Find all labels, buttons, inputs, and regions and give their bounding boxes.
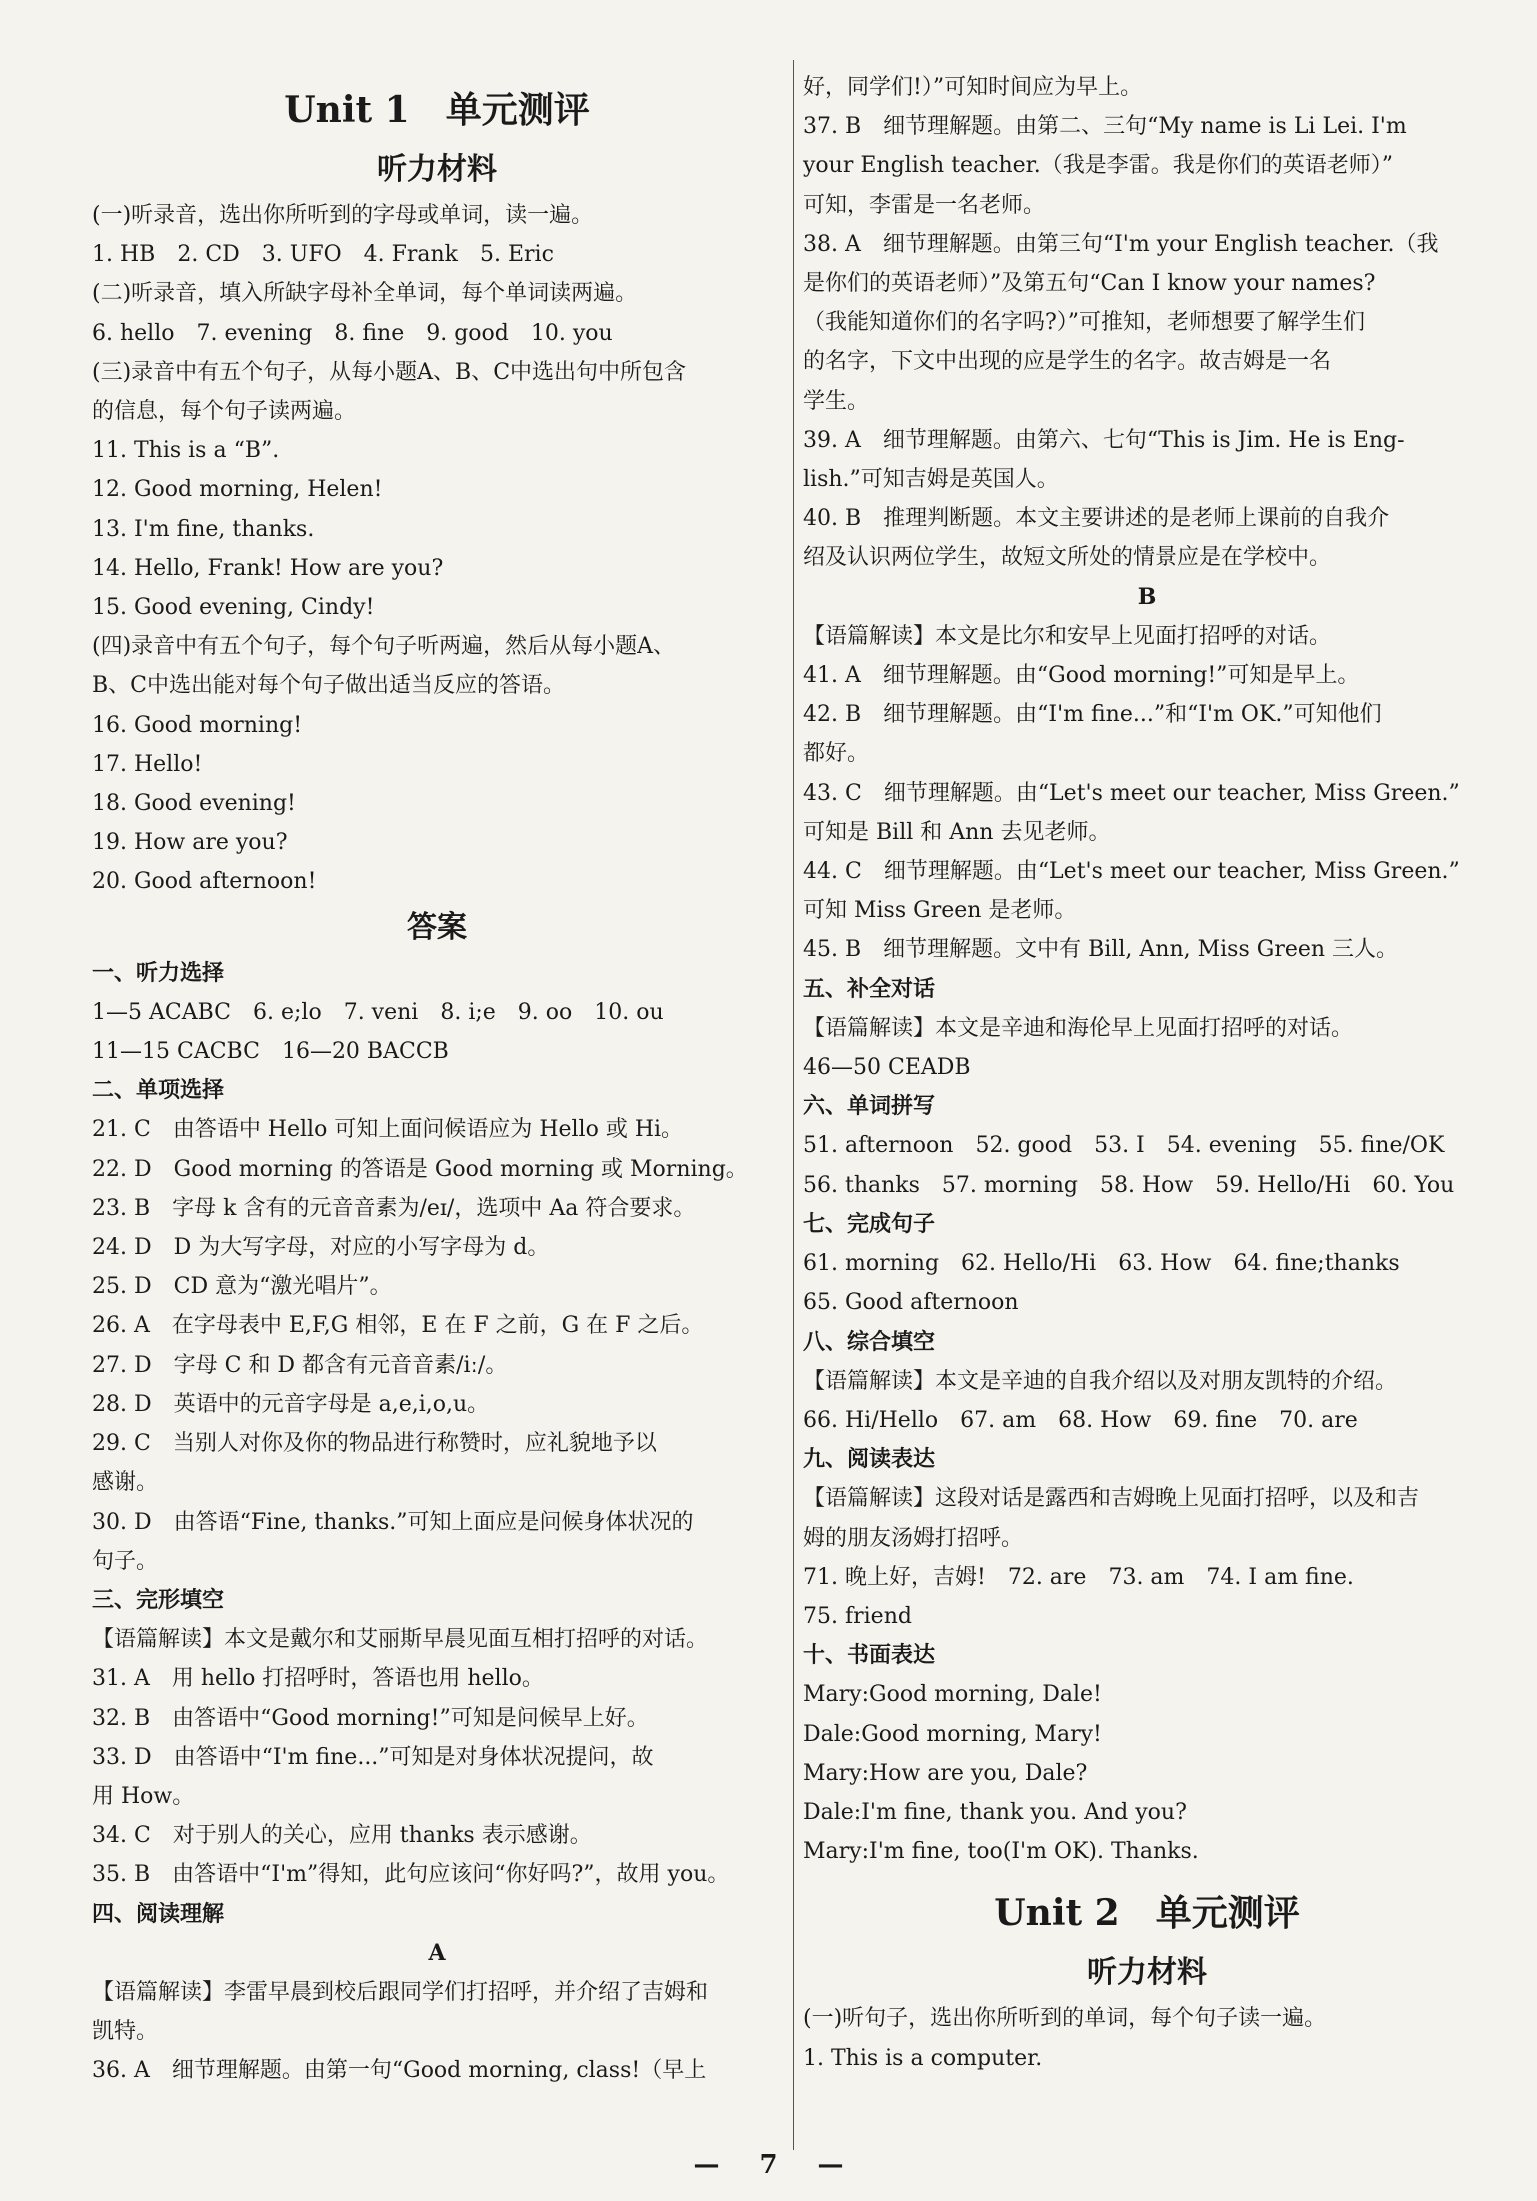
answer-37: 37. B 细节理解题。由第二、三句“My name is Li Lei. I'm (803, 114, 1407, 140)
answer-23: 23. B 字母 k 含有的元音音素为/eɪ/，选项中 Aa 符合要求。 (92, 1195, 696, 1221)
writing-line-5: Mary:I'm fine, too(I'm OK). Thanks. (803, 1839, 1199, 1865)
answer-38-cont1: 是你们的英语老师）”及第五句“Can I know your names? (803, 271, 1376, 297)
passage-note-8: 【语篇解读】本文是辛迪的自我介绍以及对朋友凯特的介绍。 (803, 1368, 1398, 1394)
sentence-13: 13. I'm fine, thanks. (92, 516, 315, 542)
sentence-18: 18. Good evening! (92, 791, 296, 817)
dash-left: — (693, 2150, 720, 2180)
answers-51-55: 51. afternoon 52. good 53. I 54. evening 55. fine/OK (803, 1133, 1445, 1159)
listening-title: 听力材料 (377, 152, 497, 187)
passage-note-a-cont: 凯特。 (92, 2019, 159, 2045)
answer-40-cont: 绍及认识两位学生，故短文所处的情景应是在学校中。 (803, 545, 1332, 571)
answers-title: 答案 (407, 909, 467, 945)
passage-note-9-cont: 姆的朋友汤姆打招呼。 (803, 1525, 1024, 1551)
answer-27: 27. D 字母 C 和 D 都含有元音音素/iː/。 (92, 1352, 508, 1378)
section-4-heading: 四、阅读理解 (92, 1900, 225, 1927)
page-number (0, 2150, 1537, 2180)
unit1-title: Unit 1 单元测评 (284, 89, 590, 131)
answer-42: 42. B 细节理解题。由“I'm fine...”和“I'm OK.”可知他们 (803, 702, 1382, 728)
unit2-sentence-1: 1. This is a computer. (803, 2045, 1043, 2071)
answer-33: 33. D 由答语中“I'm fine...”可知是对身体状况提问，故 (92, 1744, 654, 1770)
section-9-heading: 九、阅读表达 (803, 1446, 936, 1473)
section-6-heading: 六、单词拼写 (803, 1093, 936, 1120)
section-7-heading: 七、完成句子 (803, 1210, 936, 1237)
section-3-heading: 三、完形填空 (92, 1586, 225, 1613)
answer-37-cont2: 可知，李雷是一名老师。 (803, 192, 1046, 218)
answer-44-cont: 可知 Miss Green 是老师。 (803, 898, 1077, 924)
answer-37-cont1: your English teacher.（我是李雷。我是你们的英语老师）” (803, 153, 1394, 179)
sentence-15: 15. Good evening, Cindy! (92, 595, 375, 621)
answer-26: 26. A 在字母表中 E,F,G 相邻，E 在 F 之前，G 在 F 之后。 (92, 1313, 704, 1339)
answers-71-74: 71. 晚上好，吉姆! 72. are 73. am 74. I am fine. (803, 1564, 1354, 1590)
part-a-heading: A (428, 1939, 446, 1966)
section-2-heading: 二、单项选择 (92, 1077, 225, 1104)
passage-note-a: 【语篇解读】李雷早晨到校后跟同学们打招呼，并介绍了吉姆和 (92, 1979, 709, 2005)
answer-43-cont: 可知是 Bill 和 Ann 去见老师。 (803, 819, 1111, 845)
section-10-heading: 十、书面表达 (803, 1642, 936, 1669)
sentence-14: 14. Hello, Frank! How are you? (92, 555, 444, 581)
answer-24: 24. D D 为大写字母，对应的小写字母为 d。 (92, 1235, 550, 1261)
sentence-19: 19. How are you? (92, 830, 288, 856)
answer-43: 43. C 细节理解题。由“Let's meet our teacher, Miss Green.” (803, 780, 1460, 806)
sentence-12: 12. Good morning, Helen! (92, 477, 383, 503)
section-8-heading: 八、综合填空 (803, 1328, 936, 1355)
left-column (92, 80, 782, 2091)
listening-part4-cont: B、C中选出能对每个句子做出适当反应的答语。 (92, 673, 566, 699)
answer-42-cont: 都好。 (803, 741, 870, 767)
answer-65: 65. Good afternoon (803, 1290, 1019, 1316)
listening-part4: (四)录音中有五个句子，每个句子听两遍，然后从每小题A、 (92, 634, 676, 660)
answer-38-cont2: （我能知道你们的名字吗?）”可推知，老师想要了解学生们 (803, 310, 1366, 336)
column-divider (793, 60, 794, 2150)
answer-31: 31. A 用 hello 打招呼时，答语也用 hello。 (92, 1666, 544, 1692)
answer-21: 21. C 由答语中 Hello 可知上面问候语应为 Hello 或 Hi。 (92, 1117, 684, 1143)
answer-38-cont4: 学生。 (803, 388, 870, 414)
answers-61-64: 61. morning 62. Hello/Hi 63. How 64. fine;thanks (803, 1251, 1400, 1277)
sentence-16: 16. Good morning! (92, 712, 303, 738)
answers-46-50: 46—50 CEADB (803, 1055, 971, 1081)
writing-line-2: Dale:Good morning, Mary! (803, 1721, 1102, 1747)
sentence-11: 11. This is a “B”. (92, 438, 280, 464)
section-5-heading: 五、补全对话 (803, 975, 936, 1002)
answer-28: 28. D 英语中的元音字母是 a,e,i,o,u。 (92, 1391, 490, 1417)
answers-56-60: 56. thanks 57. morning 58. How 59. Hello/Hi 60. You (803, 1172, 1455, 1198)
unit2-title: Unit 2 单元测评 (994, 1892, 1300, 1935)
answer-38: 38. A 细节理解题。由第三句“I'm your English teacher.（我 (803, 231, 1439, 257)
answer-25: 25. D CD 意为“激光唱片”。 (92, 1274, 392, 1300)
answer-30-cont: 句子。 (92, 1548, 159, 1574)
answer-39: 39. A 细节理解题。由第六、七句“This is Jim. He is Eng- (803, 427, 1405, 453)
answer-34: 34. C 对于别人的关心，应用 thanks 表示感谢。 (92, 1823, 592, 1849)
answer-29: 29. C 当别人对你及你的物品进行称赞时，应礼貌地予以 (92, 1431, 657, 1457)
writing-line-1: Mary:Good morning, Dale! (803, 1682, 1102, 1708)
sentence-17: 17. Hello! (92, 751, 203, 777)
answer-22: 22. D Good morning 的答语是 Good morning 或 Morning。 (92, 1156, 748, 1182)
answer-39-cont: lish.”可知吉姆是英国人。 (803, 467, 1059, 493)
dash-right: — (817, 2150, 844, 2180)
answer-30: 30. D 由答语“Fine, thanks.”可知上面应是问候身体状况的 (92, 1509, 694, 1535)
section-1-heading: 一、听力选择 (92, 959, 225, 986)
passage-note-9: 【语篇解读】这段对话是露西和吉姆晚上见面打招呼，以及和吉 (803, 1486, 1420, 1512)
answer-32: 32. B 由答语中“Good morning!”可知是问候早上好。 (92, 1705, 649, 1731)
right-column (803, 68, 1491, 2078)
answer-45: 45. B 细节理解题。文中有 Bill, Ann, Miss Green 三人。 (803, 937, 1399, 963)
listening-part3: (三)录音中有五个句子，从每小题A、B、C中选出句中所包含 (92, 359, 687, 385)
listening2-title: 听力材料 (1087, 1955, 1207, 1991)
answer-75: 75. friend (803, 1603, 912, 1629)
answer-29-cont: 感谢。 (92, 1470, 159, 1496)
answer-35: 35. B 由答语中“I'm”得知，此句应该问“你好吗?”，故用 you。 (92, 1862, 730, 1888)
listening-part1: (一)听录音，选出你所听到的字母或单词，读一遍。 (92, 203, 594, 228)
answers-66-70: 66. Hi/Hello 67. am 68. How 69. fine 70. are (803, 1407, 1358, 1433)
answer-40: 40. B 推理判断题。本文主要讲述的是老师上课前的自我介 (803, 506, 1390, 532)
listening-part2: (二)听录音，填入所缺字母补全单词，每个单词读两遍。 (92, 281, 638, 307)
answer-36: 36. A 细节理解题。由第一句“Good morning, class!（早上 (92, 2058, 707, 2084)
writing-line-4: Dale:I'm fine, thank you. And you? (803, 1799, 1187, 1825)
listening-part2-items: 6. hello 7. evening 8. fine 9. good 10. you (92, 320, 613, 346)
sentence-20: 20. Good afternoon! (92, 869, 317, 895)
part-b-heading: B (1137, 583, 1157, 610)
page-number-value: 7 (759, 2150, 778, 2180)
listening-part3-cont: 的信息，每个句子读两遍。 (92, 399, 357, 425)
unit2-listening-part1: (一)听句子，选出你所听到的单词，每个句子读一遍。 (803, 2006, 1327, 2032)
answers-11-20: 11—15 CACBC 16—20 BACCB (92, 1039, 449, 1065)
answer-36-cont: 好，同学们!）”可知时间应为早上。 (803, 75, 1143, 100)
passage-note-5: 【语篇解读】本文是辛迪和海伦早上见面打招呼的对话。 (803, 1015, 1354, 1041)
answer-44: 44. C 细节理解题。由“Let's meet our teacher, Miss Green.” (803, 859, 1460, 885)
answer-33-cont: 用 How。 (92, 1783, 195, 1809)
writing-line-3: Mary:How are you, Dale? (803, 1760, 1088, 1786)
answer-41: 41. A 细节理解题。由“Good morning!”可知是早上。 (803, 663, 1360, 689)
listening-part1-items: 1. HB 2. CD 3. UFO 4. Frank 5. Eric (92, 242, 554, 268)
answer-38-cont3: 的名字，下文中出现的应是学生的名字。故吉姆是一名 (803, 349, 1332, 375)
passage-note-b: 【语篇解读】本文是比尔和安早上见面打招呼的对话。 (803, 623, 1332, 649)
passage-note-3: 【语篇解读】本文是戴尔和艾丽斯早晨见面互相打招呼的对话。 (92, 1627, 709, 1653)
answers-1-10: 1—5 ACABC 6. e;lo 7. veni 8. i;e 9. oo 10. ou (92, 999, 664, 1025)
